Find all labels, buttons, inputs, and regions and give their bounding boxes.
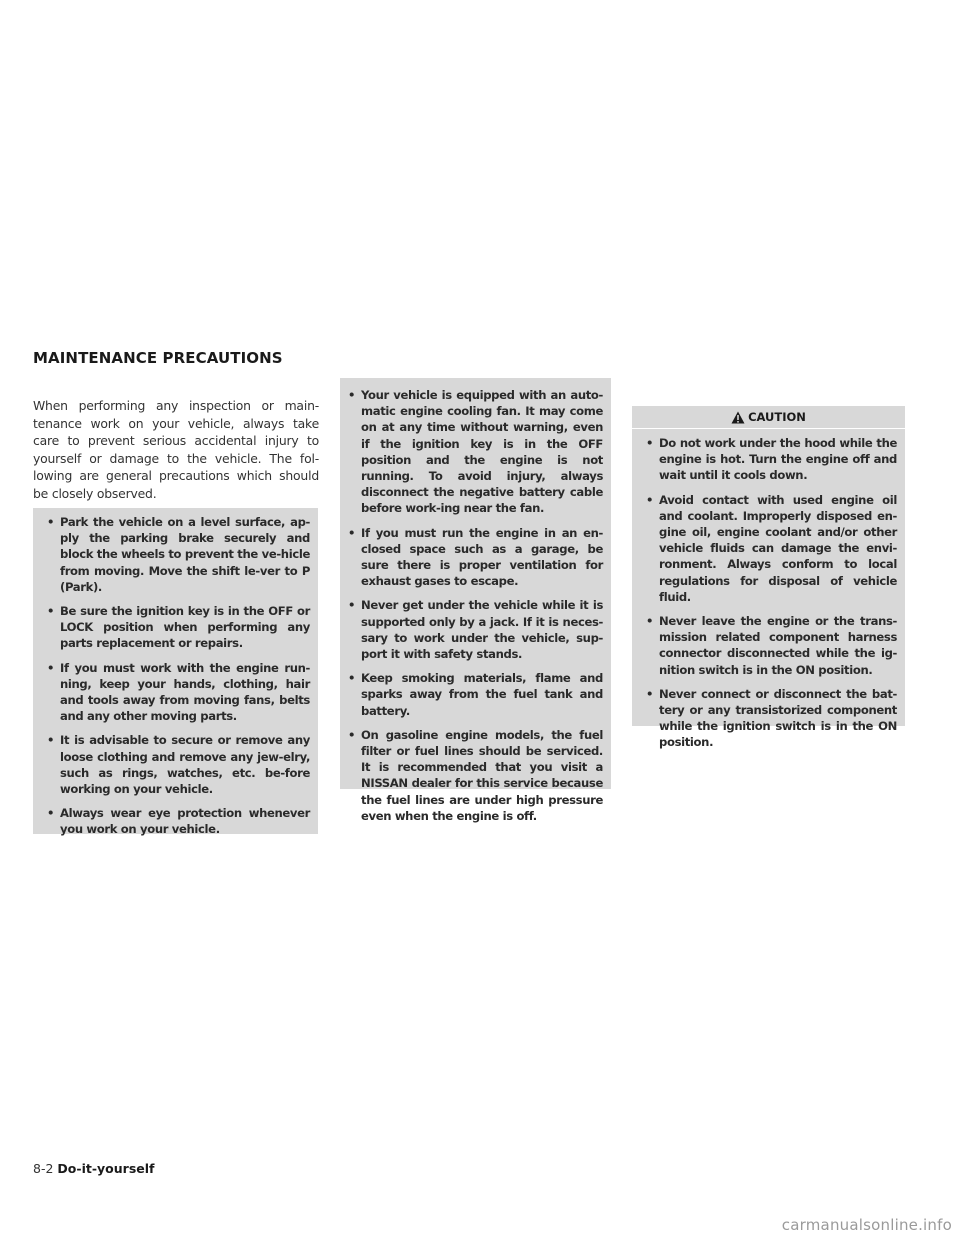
warning-box [33,508,318,837]
warning-item: • Be sure the ignition key is in the OFF or LOCK position when performing any parts replacement or repairs. [47,603,310,652]
warning-item: • Park the vehicle on a level surface, ap-ply the parking brake securely and block the wheels to prevent the ve-hicle from moving. Move the shift le-ver to P (Park). [47,514,310,595]
caution-label: CAUTION [748,410,806,424]
warning-triangle-icon [731,411,745,424]
caution-header [632,406,905,429]
caution-item: • Do not work under the hood while the engine is hot. Turn the engine off and wait until it cools down. [646,435,897,484]
warning-list [33,508,318,844]
page-footer [33,1161,154,1176]
warning-item: • If you must run the engine in an en-closed space such as a garage, be sure there is proper ventilation for exhaust gases to escape. [348,525,603,590]
caution-item: • Avoid contact with used engine oil and coolant. Improperly disposed en-gine oil, engine coolant and/or other vehicle fluids can damage the envi-ronment. Always conform to local regulations for disposal of vehicle fluid. [646,492,897,605]
intro-paragraph: When performing any inspection or main-tenance work on your vehicle, always take care to prevent serious accidental injury to yourself or damage to the vehicle. The fol-lowing are general precautions which should be closely observed. [33,398,319,501]
caution-item: • Never connect or disconnect the bat-tery or any transistorized component while the ignition switch is in the ON position. [646,686,897,751]
warning-item: • Your vehicle is equipped with an auto-matic engine cooling fan. It may come on at any time without warning, even if the ignition key is in the OFF position and the engine is not running. To avoid injury, always disconnect the negative battery cable before work-ing near the fan. [348,387,603,517]
page-number: 8-2 [33,1161,54,1176]
watermark: carmanualsonline.info [781,1216,952,1234]
section-heading: MAINTENANCE PRECAUTIONS [33,349,283,367]
warning-item: • If you must work with the engine run-ning, keep your hands, clothing, hair and tools away from moving fans, belts and any other moving parts. [47,660,310,725]
warning-item: • Always wear eye protection whenever you work on your vehicle. [47,805,310,837]
warning-item: • Keep smoking materials, flame and sparks away from the fuel tank and battery. [348,670,603,719]
caution-item: • Never leave the engine or the trans-mission related component harness connector disconnected while the ig-nition switch is in the ON position. [646,613,897,678]
caution-box [632,406,905,750]
warning-item: • It is advisable to secure or remove any loose clothing and remove any jew-elry, such as rings, watches, etc. be-fore working on your vehicle. [47,732,310,797]
chapter-title: Do-it-yourself [57,1161,155,1176]
warning-continued-list [340,381,611,830]
caution-list [632,429,905,757]
warning-item: • On gasoline engine models, the fuel filter or fuel lines should be serviced. It is recommended that you visit a NISSAN dealer for this service because the fuel lines are under high pressure even when the engine is off. [348,727,603,824]
warning-item: • Never get under the vehicle while it is supported only by a jack. If it is neces-sary to work under the vehicle, sup-port it with safety stands. [348,597,603,662]
warning-continued-box [340,378,611,823]
